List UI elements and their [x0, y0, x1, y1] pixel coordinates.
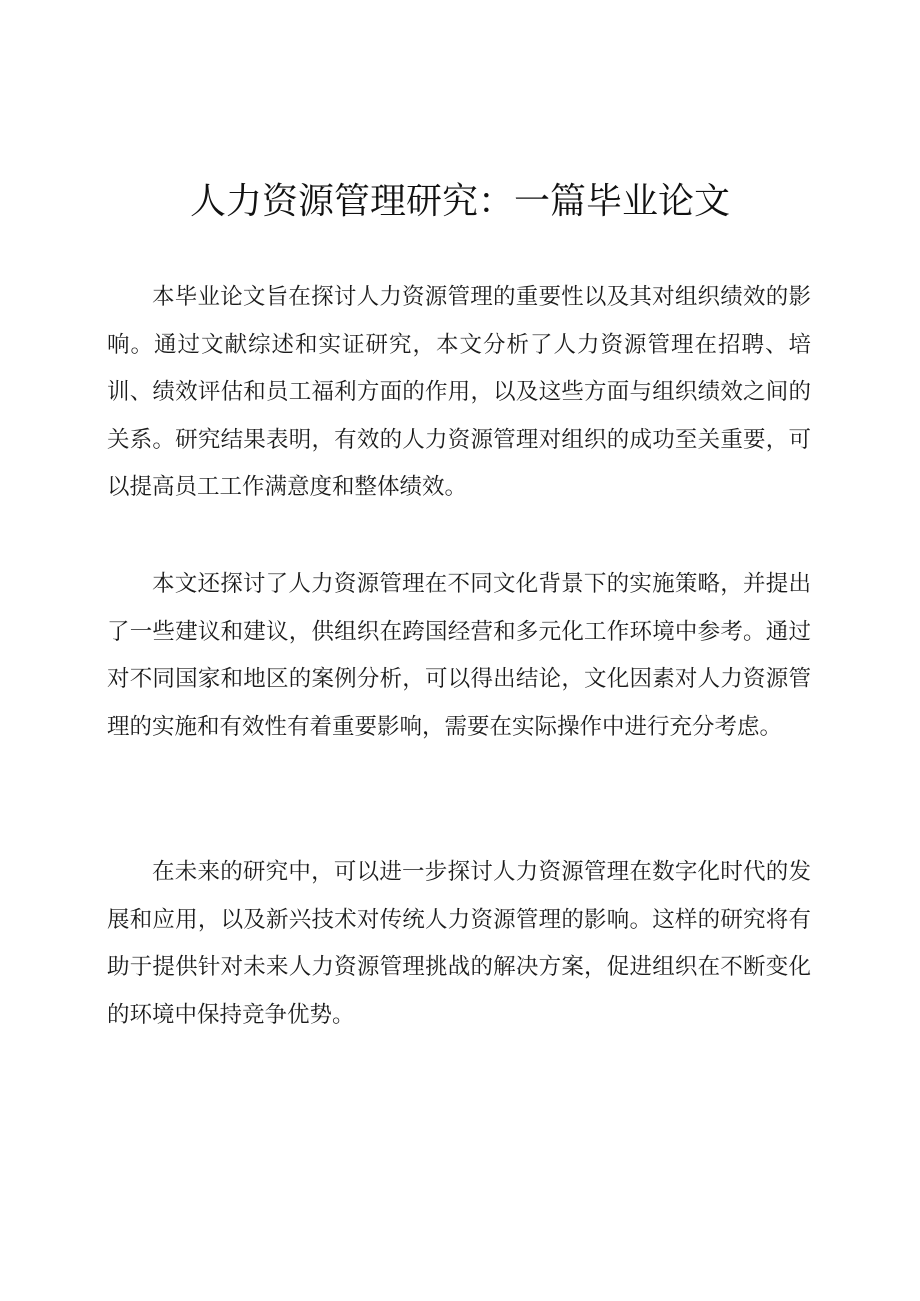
- body-paragraph-3: 在未来的研究中，可以进一步探讨人力资源管理在数字化时代的发展和应用，以及新兴技术对传统人力资源管理的影响。这样的研究将有助于提供针对未来人力资源管理挑战的解决方案，促进组织在不断变化的环境中保持竞争优势。: [107, 859, 811, 1028]
- body-paragraph-2: 本文还探讨了人力资源管理在不同文化背景下的实施策略，并提出了一些建议和建议，供组织在跨国经营和多元化工作环境中参考。通过对不同国家和地区的案例分析，可以得出结论，文化因素对人力资源管理的实施和有效性有着重要影响，需要在实际操作中进行充分考虑。: [107, 571, 811, 740]
- document-title: 人力资源管理研究：一篇毕业论文: [189, 181, 730, 222]
- body-paragraph-1: 本毕业论文旨在探讨人力资源管理的重要性以及其对组织绩效的影响。通过文献综述和实证研究，本文分析了人力资源管理在招聘、培训、绩效评估和员工福利方面的作用，以及这些方面与组织绩效之间的关系。研究结果表明，有效的人力资源管理对组织的成功至关重要，可以提高员工工作满意度和整体绩效。: [107, 284, 811, 501]
